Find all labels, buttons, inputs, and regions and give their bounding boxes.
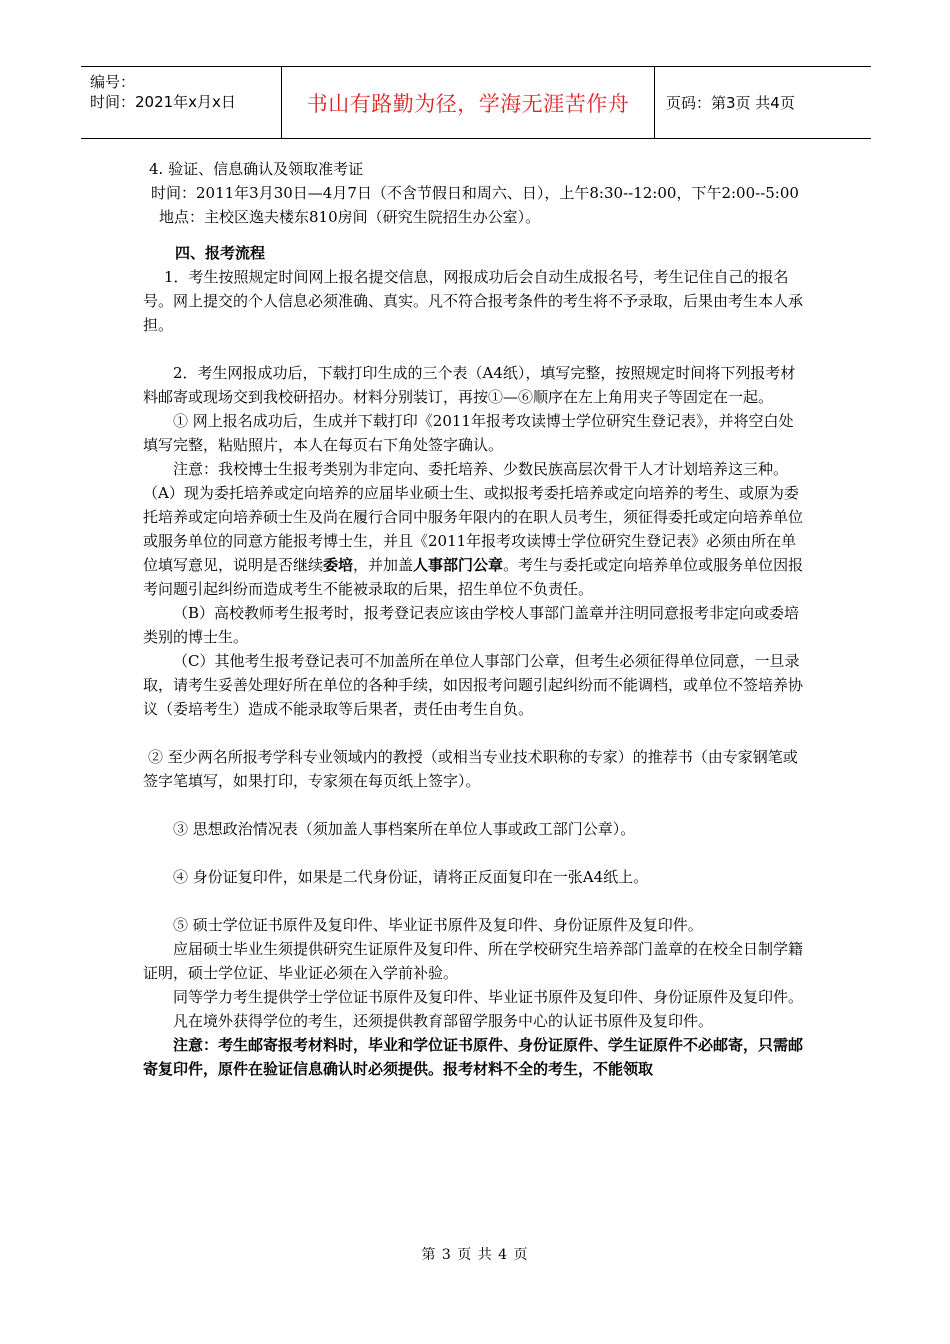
list-item-3: ③ 思想政治情况表（须加盖人事档案所在单位人事或政工部门公章）。: [173, 820, 636, 838]
equivalent-note: 同等学力考生提供学士学位证书原件及复印件、毕业证书原件及复印件、身份证原件及复印件。: [173, 988, 804, 1006]
header-page-info: 页码：第3页 共4页: [666, 94, 795, 112]
time-label: 时间：2021年x月x日: [90, 93, 236, 111]
note-a: [143, 457, 808, 601]
header-motto: 书山有路勤为径，学海无涯苦作舟: [282, 67, 655, 138]
time-text: 时间：2011年3月30日—4月7日（不含节假日和周六、日），上午8:30--12:00，下午2:00--5:00: [151, 184, 799, 202]
note-a-text-3: 。考生与委托或定向培养单位或服务单位因报考问题引起纠纷而造成考生不能被录取的后果，招生单位不负责任。: [143, 556, 804, 598]
note-a-bold-1: 委培: [323, 556, 354, 574]
note-a-text-1: 注意：我校博士生报考类别为非定向、委托培养、少数民族高层次骨干人才计划培养这三种。（A）现为委托培养或定向培养的应届毕业硕士生、或拟报考委托培养或定向培养的考生、或原为委托培养或定向培养硕士生及尚在履行合同中服务年限内的在职人员考生，须征得委托或定向培养单位或服务单位的同意方能报考博士生，并且《2011年报考攻读博士学位研究生登记表》必须由所在单位填写意见，说明是否继续: [143, 460, 804, 574]
header-meta: [81, 67, 282, 138]
bold-note: 注意：考生邮寄报考材料时，毕业和学位证书原件、身份证原件、学生证原件不必邮寄，只需邮寄复印件，原件在验证信息确认时必须提供。报考材料不全的考生，不能领取: [143, 1036, 804, 1078]
fresh-grad-note: 应届硕士毕业生须提供研究生证原件及复印件、所在学校研究生培养部门盖章的在校全日制学籍证明，硕士学位证、毕业证必须在入学前补验。: [143, 940, 804, 982]
list-item-1: ① 网上报名成功后，生成并下载打印《2011年报考攻读博士学位研究生登记表》，并将空白处填写完整，粘贴照片，本人在每页右下角处签字确认。: [143, 412, 794, 454]
page-footer: 第 3 页 共 4 页: [421, 1247, 529, 1263]
place-text: 地点：主校区逸夫楼东810房间（研究生院招生办公室）。: [159, 208, 541, 226]
note-a-text-2: ，并加盖: [353, 556, 414, 574]
list-item-2: ② 至少两名所报考学科专业领域内的教授（或相当专业技术职称的专家）的推荐书（由专家钢笔或签字笔填写，如果打印，专家须在每页纸上签字）。: [143, 748, 798, 790]
item4-title: 4. 验证、信息确认及领取准考证: [149, 160, 364, 178]
page-header: [81, 66, 871, 139]
overseas-note: 凡在境外获得学位的考生，还须提供教育部留学服务中心的认证书原件及复印件。: [173, 1012, 714, 1030]
paragraph-2: 2．考生网报成功后，下载打印生成的三个表（A4纸），填写完整，按照规定时间将下列报考材料邮寄或现场交到我校研招办。材料分别装订，再按①—⑥顺序在左上角用夹子等固定在一起。: [143, 364, 796, 406]
document-body: [143, 157, 808, 1081]
note-a-bold-2: 人事部门公章: [413, 556, 504, 574]
list-item-4: ④ 身份证复印件，如果是二代身份证，请将正反面复印在一张A4纸上。: [173, 868, 649, 886]
section-heading: 四、报考流程: [175, 244, 266, 262]
paragraph-1: 1．考生按照规定时间网上报名提交信息，网报成功后会自动生成报名号，考生记住自己的报名号。网上提交的个人信息必须准确、真实。凡不符合报考条件的考生将不予录取，后果由考生本人承担。: [143, 268, 804, 334]
number-label: 编号：: [90, 73, 136, 91]
list-item-5: ⑤ 硕士学位证书原件及复印件、毕业证书原件及复印件、身份证原件及复印件。: [173, 916, 703, 934]
note-b: （B）高校教师考生报考时，报考登记表应该由学校人事部门盖章并注明同意报考非定向或委培类别的博士生。: [143, 604, 800, 646]
note-c: （C）其他考生报考登记表可不加盖所在单位人事部门公章，但考生必须征得单位同意，一旦录取，请考生妥善处理好所在单位的各种手续，如因报考问题引起纠纷而不能调档，或单位不签培养协议（委培考生）造成不能录取等后果者，责任由考生自负。: [143, 652, 804, 718]
